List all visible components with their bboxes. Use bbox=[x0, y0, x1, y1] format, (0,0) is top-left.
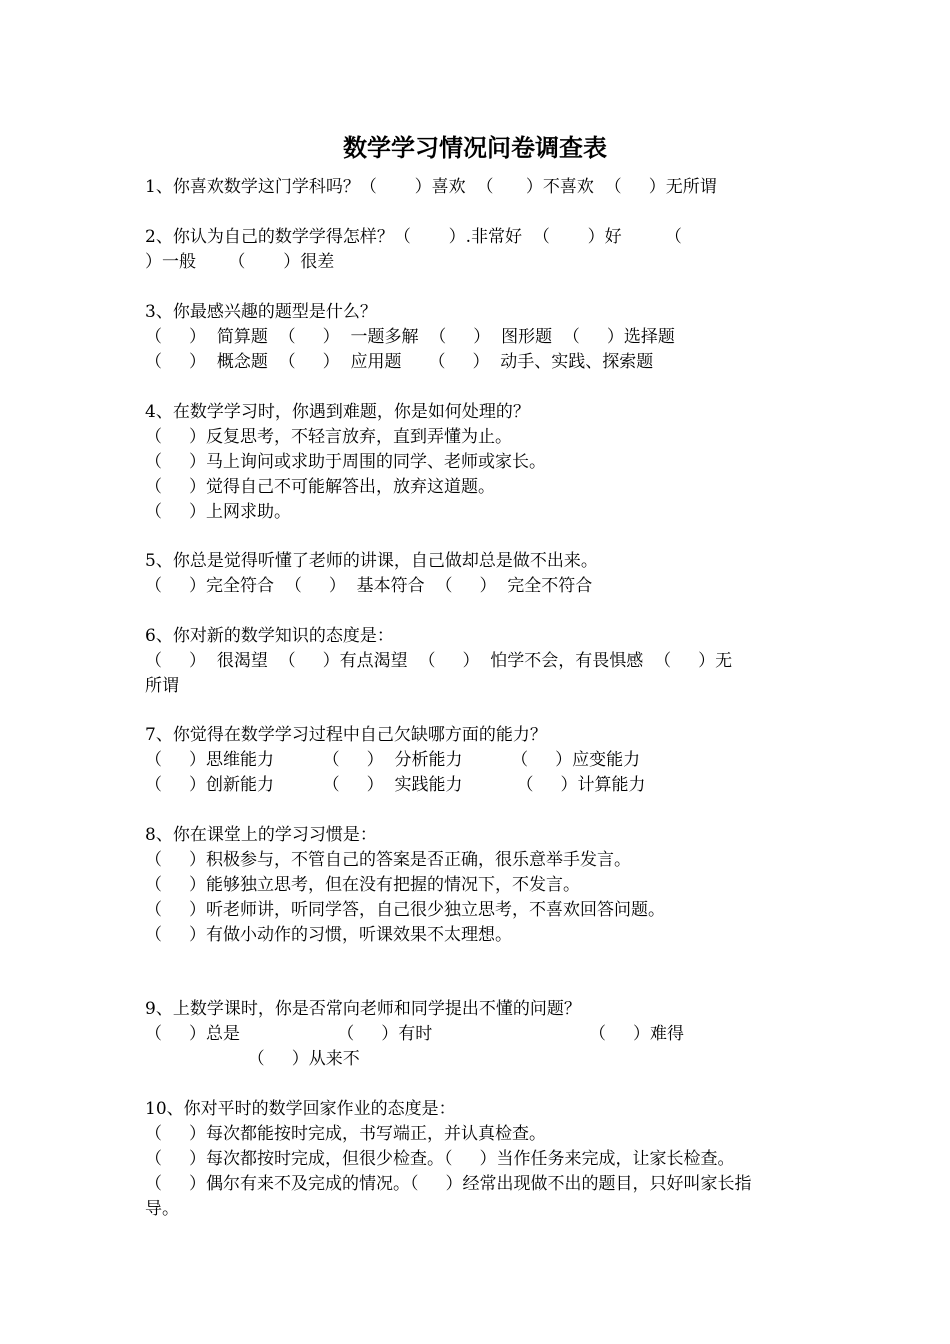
q4-line-4: （ ）觉得自己不可能解答出，放弃这道题。 bbox=[145, 477, 496, 497]
q2-line-2: ）一般 （ ）很差 bbox=[145, 252, 335, 272]
q8-line-2: （ ）积极参与，不管自己的答案是否正确，很乐意举手发言。 bbox=[145, 850, 632, 870]
q10-line-1: 10、你对平时的数学回家作业的态度是： bbox=[145, 1099, 456, 1119]
q8-line-4: （ ）听老师讲，听同学答，自己很少独立思考，不喜欢回答问题。 bbox=[145, 900, 666, 920]
q10-line-5: 导。 bbox=[145, 1199, 179, 1219]
q6-line-1: 6、你对新的数学知识的态度是： bbox=[145, 626, 394, 646]
q7-line-3: （ ）创新能力 （ ） 实践能力 （ ）计算能力 bbox=[145, 775, 646, 795]
q7-line-1: 7、你觉得在数学学习过程中自己欠缺哪方面的能力？ bbox=[145, 725, 547, 745]
q9-line-1: 9、上数学课时，你是否常向老师和同学提出不懂的问题？ bbox=[145, 999, 581, 1019]
q10-line-4: （ ）偶尔有来不及完成的情况。（ ）经常出现做不出的题目，只好叫家长指 bbox=[145, 1174, 752, 1194]
q6-line-2: （ ） 很渴望 （ ）有点渴望 （ ） 怕学不会，有畏惧感 （ ）无 bbox=[145, 651, 733, 671]
q4-line-1: 4、在数学学习时，你遇到难题，你是如何处理的？ bbox=[145, 402, 530, 422]
q10-line-2: （ ）每次都能按时完成，书写端正，并认真检查。 bbox=[145, 1124, 547, 1144]
page-title: 数学学习情况问卷调查表 bbox=[343, 134, 607, 162]
q5-line-2: （ ）完全符合 （ ） 基本符合 （ ） 完全不符合 bbox=[145, 576, 593, 596]
q4-line-3: （ ）马上询问或求助于周围的同学、老师或家长。 bbox=[145, 452, 547, 472]
q9-line-3: （ ）从来不 bbox=[145, 1049, 360, 1069]
q8-line-3: （ ）能够独立思考，但在没有把握的情况下，不发言。 bbox=[145, 875, 581, 895]
q9-line-2: （ ）总是 （ ）有时 （ ）难得 bbox=[145, 1024, 685, 1044]
q10-line-3: （ ）每次都按时完成，但很少检查。（ ）当作任务来完成，让家长检查。 bbox=[145, 1149, 735, 1169]
q5-line-1: 5、你总是觉得听懂了老师的讲课，自己做却总是做不出来。 bbox=[145, 551, 598, 571]
q6-line-3: 所谓 bbox=[145, 676, 179, 696]
q4-line-5: （ ）上网求助。 bbox=[145, 502, 292, 522]
q3-line-3: （ ） 概念题 （ ） 应用题 （ ） 动手、实践、探索题 bbox=[145, 352, 654, 372]
q8-line-5: （ ）有做小动作的习惯，听课效果不太理想。 bbox=[145, 925, 513, 945]
q3-line-2: （ ） 简算题 （ ） 一题多解 （ ） 图形题 （ ）选择题 bbox=[145, 327, 675, 347]
q7-line-2: （ ）思维能力 （ ） 分析能力 （ ）应变能力 bbox=[145, 750, 641, 770]
q8-line-1: 8、你在课堂上的学习习惯是： bbox=[145, 825, 377, 845]
q4-line-2: （ ）反复思考，不轻言放弃，直到弄懂为止。 bbox=[145, 427, 513, 447]
q1-line-1: 1、你喜欢数学这门学科吗？（ ）喜欢 （ ）不喜欢 （ ）无所谓 bbox=[145, 177, 717, 197]
q2-line-1: 2、你认为自己的数学学得怎样？（ ）.非常好 （ ）好 （ bbox=[145, 227, 682, 247]
q3-line-1: 3、你最感兴趣的题型是什么？ bbox=[145, 302, 377, 322]
